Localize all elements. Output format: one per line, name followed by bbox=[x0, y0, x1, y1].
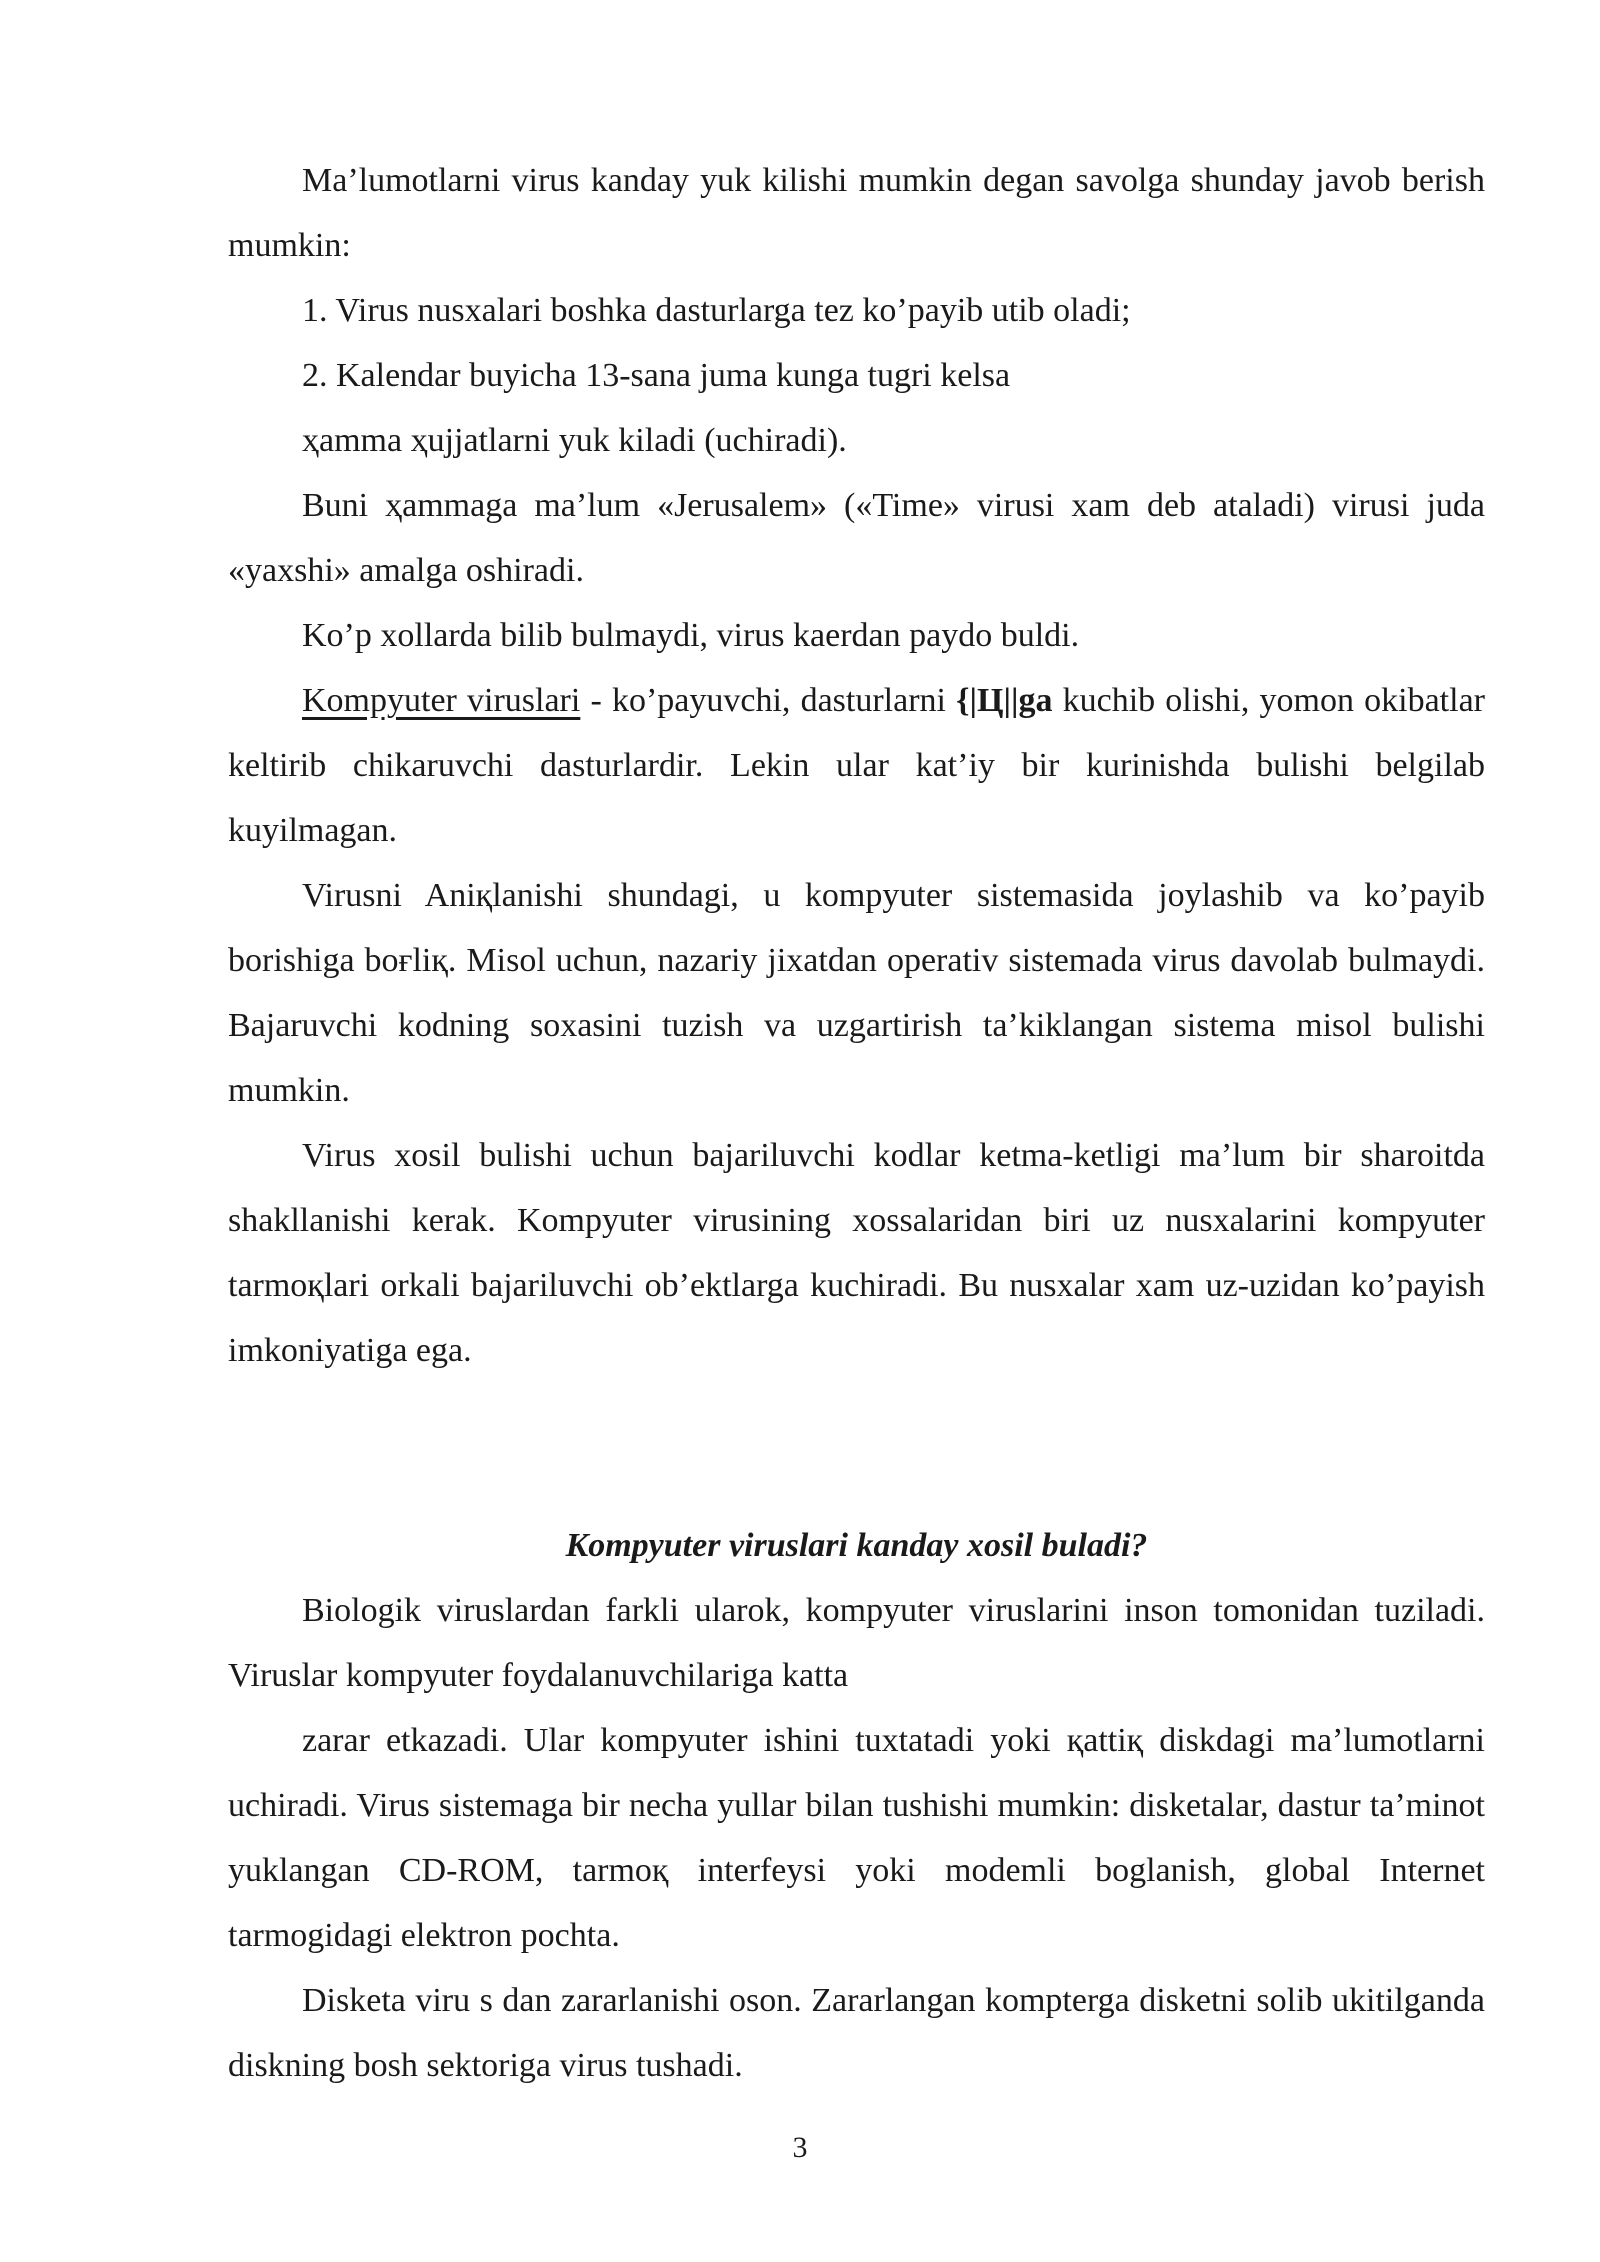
list-item-2: 2. Kalendar buyicha 13-sana juma kunga tugri kelsa bbox=[302, 357, 1011, 394]
paragraph-detection: Virusni Aniқlanishi shundagi, u kompyuter sistemasida joylashib va ko’payib borishiga boғliқ. Misol uchun, nazariy jixatdan operativ sistemada virus davolab bulmaydi. Bajaruvchi kodning soxasini tuzish va uzgartirish ta’kiklangan sistema misol bulishi mumkin. bbox=[228, 877, 1485, 1109]
document-page bbox=[228, 148, 1485, 2098]
definition-term: Kompyuter viruslari bbox=[302, 682, 581, 719]
section-heading: Kompyuter viruslari kanday xosil buladi? bbox=[565, 1527, 1148, 1564]
paragraph-formation: Virus xosil bulishi uchun bajariluvchi kodlar ketma-ketligi ma’lum bir sharoitda shakllanishi kerak. Kompyuter virusining xossalaridan biri uz nusxalarini kompyuter tarmoқlari orkali bajariluvchi ob’ektlarga kuchiradi. Bu nusxalar xam uz-uzidan ko’payish imkoniyatiga ega. bbox=[228, 1137, 1485, 1369]
paragraph-intro: Ma’lumotlarni virus kanday yuk kilishi mumkin degan savolga shunday javob berish mumkin: bbox=[228, 162, 1485, 264]
paragraph-biological: Biologik viruslardan farkli ularok, kompyuter viruslarini inson tomonidan tuziladi. Viruslar kompyuter foydalanuvchilariga katta bbox=[228, 1592, 1485, 1694]
paragraph-definition bbox=[228, 668, 1485, 863]
definition-part2: kuchib olishi, yomon okibatlar keltirib chikaruvchi dasturlardir. Lekin ular kat’iy bir kurinishda bulishi belgilab kuyilmagan. bbox=[228, 682, 1485, 849]
paragraph-damage: zarar etkazadi. Ular kompyuter ishini tuxtatadi yoki қattiқ diskdagi ma’lumotlarni uchiradi. Virus sistemaga bir necha yullar bilan tushishi mumkin: disketalar, dastur ta’minot yuklangan CD-ROM, tarmoқ interfeysi yoki modemli boglanish, global Internet tarmogidagi elektron pochta. bbox=[228, 1722, 1485, 1954]
paragraph-jerusalem: Buni ҳammaga ma’lum «Jerusalem» («Time» virusi xam deb ataladi) virusi juda «yaxshi» amalga oshiradi. bbox=[228, 487, 1485, 589]
list-item-2-continued: ҳamma ҳujjatlarni yuk kiladi (uchiradi). bbox=[302, 422, 847, 459]
list-item-1: 1. Virus nusxalari boshka dasturlarga tez ko’payib utib oladi; bbox=[302, 292, 1131, 329]
page-number: 3 bbox=[792, 2131, 808, 2164]
definition-part1: - ko’payuvchi, dasturlarni bbox=[580, 682, 957, 719]
paragraph-origin: Ko’p xollarda bilib bulmaydi, virus kaerdan paydo buldi. bbox=[302, 617, 1080, 654]
paragraph-diskette: Disketa viru s dan zararlanishi oson. Zararlangan kompterga disketni solib ukitilganda diskning bosh sektoriga virus tushadi. bbox=[228, 1982, 1485, 2084]
definition-bold: {|Ц||ga bbox=[956, 682, 1053, 719]
